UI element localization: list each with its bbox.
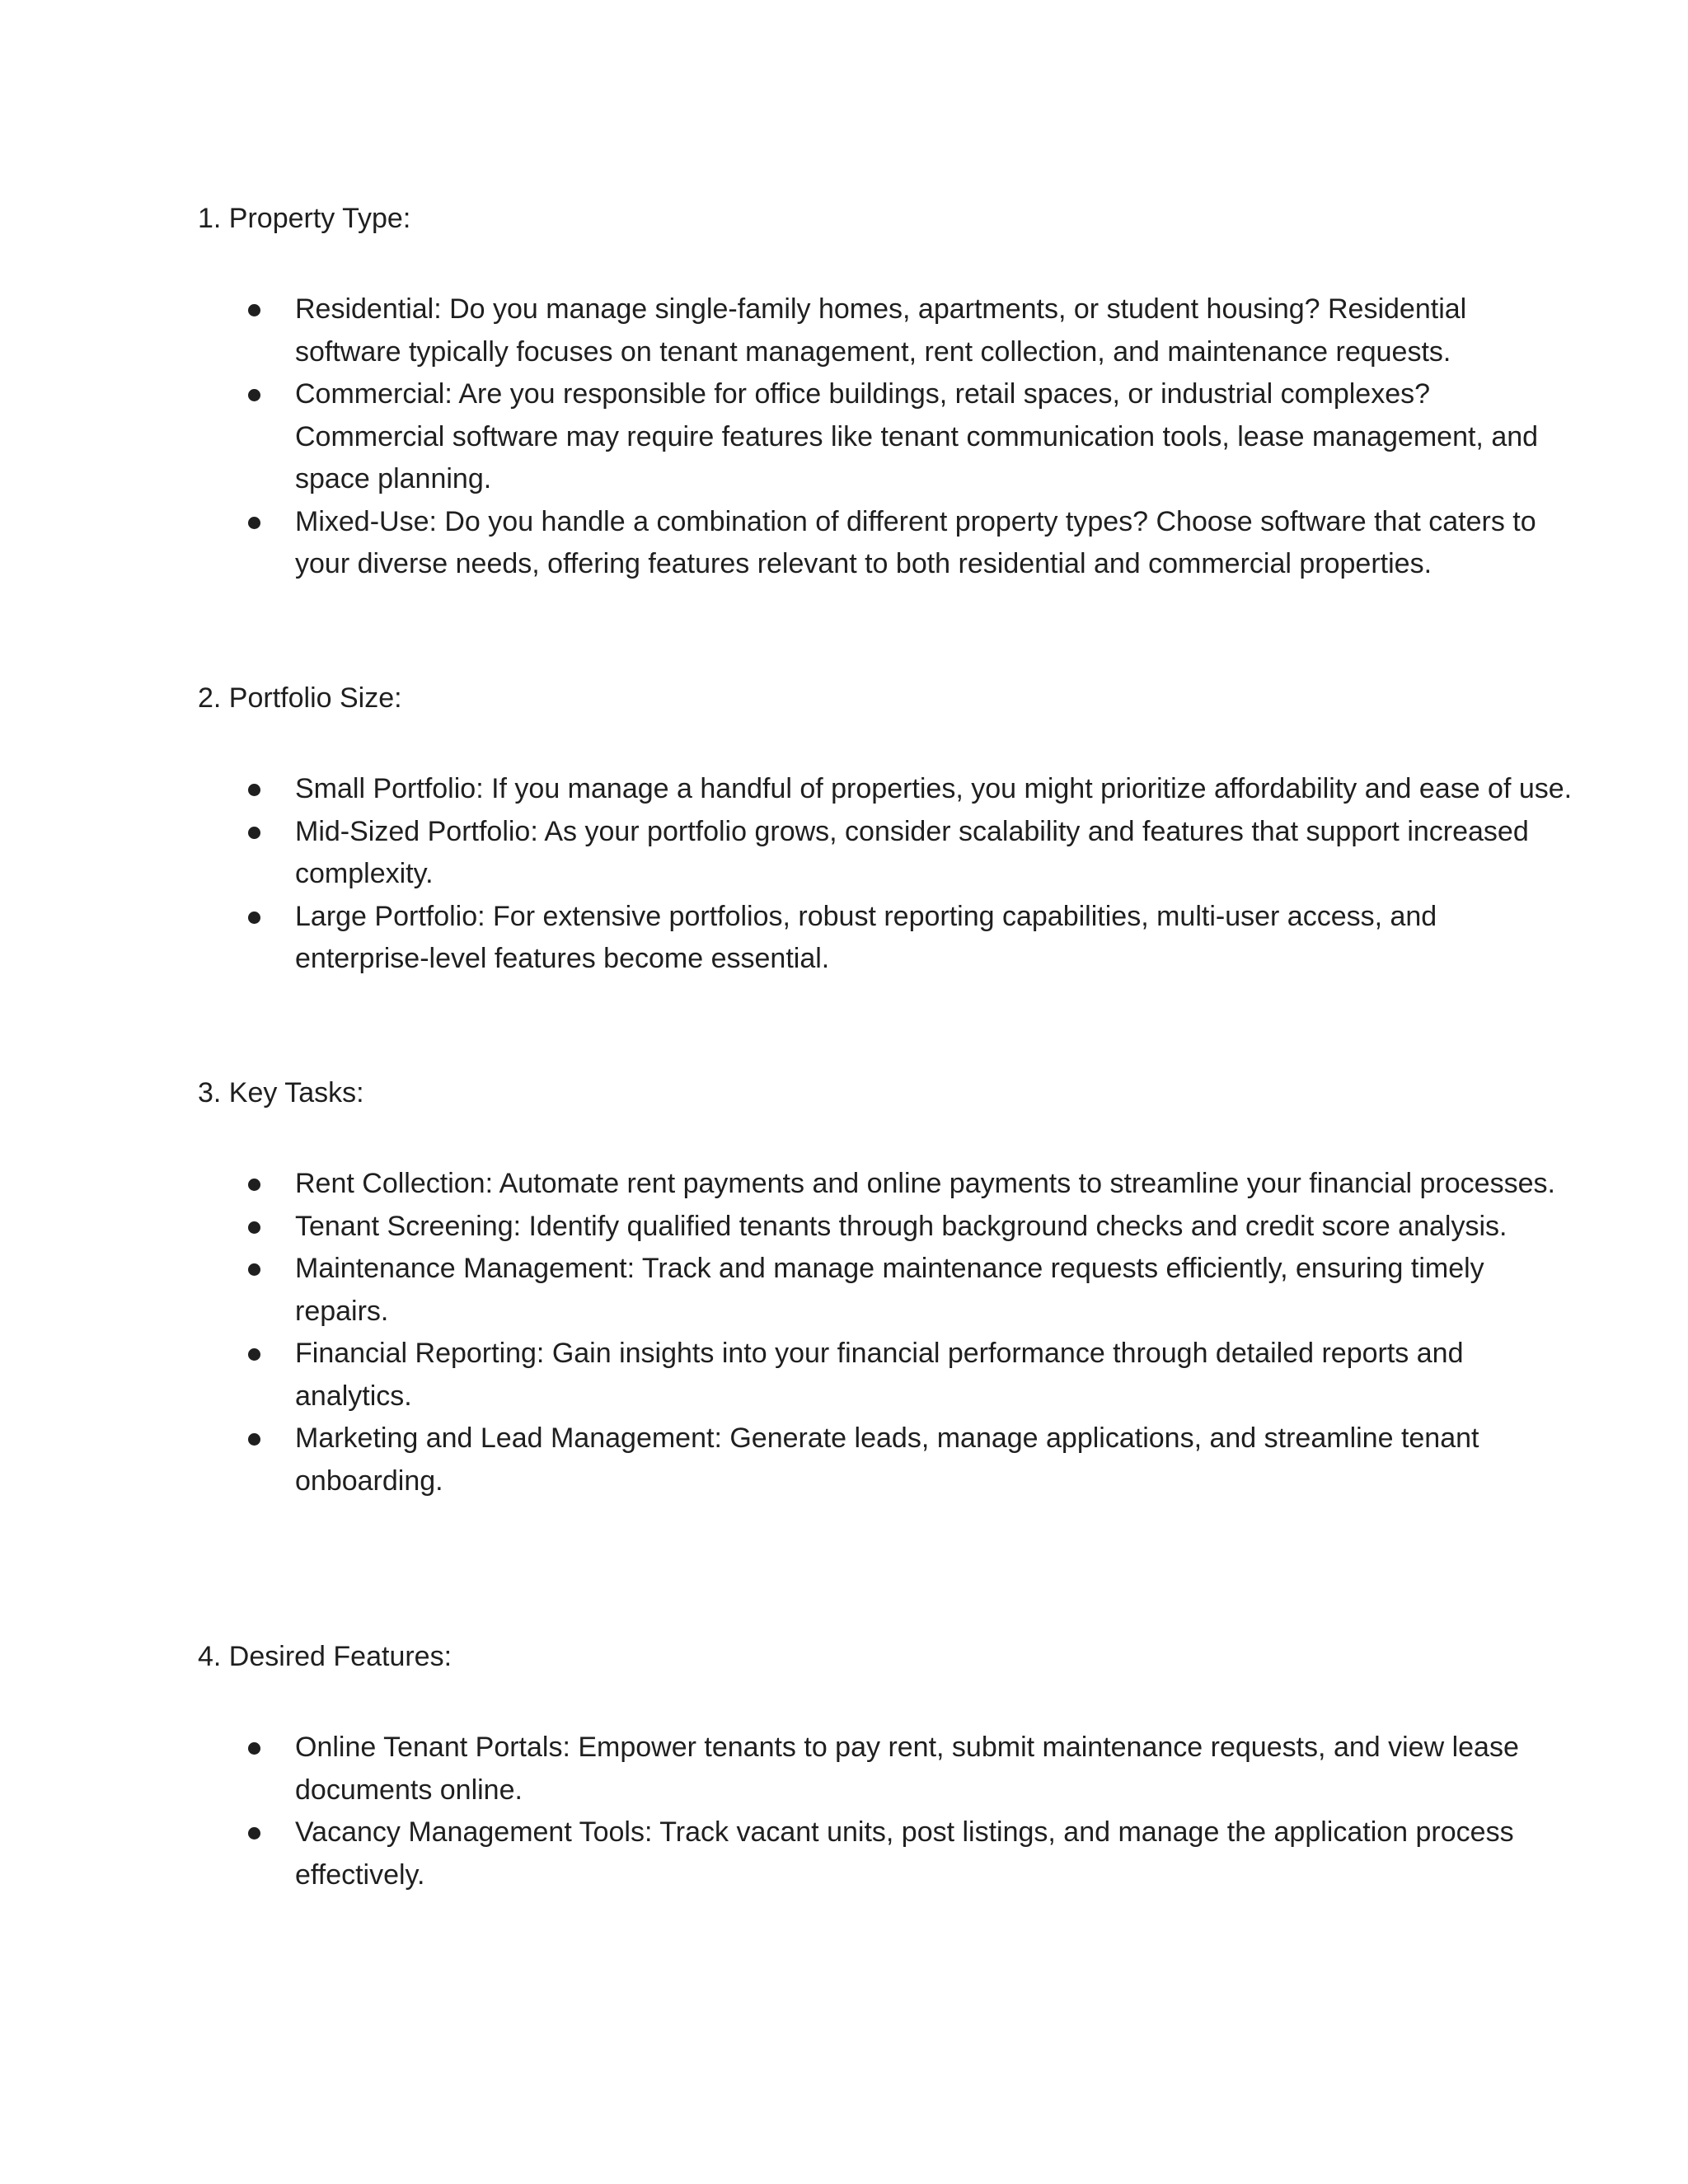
bullet-icon (248, 1221, 260, 1234)
list-item (198, 1418, 1573, 1502)
list-item-text: Financial Reporting: Gain insights into your financial performance through detailed reports and analytics. (295, 1338, 1464, 1412)
list-item (198, 1811, 1573, 1896)
list-item (198, 1248, 1573, 1333)
bullet-icon (248, 1179, 260, 1191)
section-heading: 4. Desired Features: (198, 1641, 452, 1672)
section-key-tasks (198, 1072, 1555, 1497)
bullet-list (198, 768, 1573, 981)
bullet-icon (248, 389, 260, 401)
list-item (198, 811, 1573, 896)
list-item (198, 288, 1573, 373)
bullet-icon (248, 784, 260, 796)
list-item-text: Large Portfolio: For extensive portfolios, robust reporting capabilities, multi-user access, and enterprise-level features become essential. (295, 900, 1437, 974)
list-item-text: Maintenance Management: Track and manage maintenance requests efficiently, ensuring timely repairs. (295, 1253, 1484, 1327)
bullet-icon (248, 1827, 260, 1840)
section-heading: 1. Property Type: (198, 203, 411, 234)
list-item (198, 1333, 1573, 1418)
bullet-list (198, 1163, 1573, 1502)
list-item-text: Tenant Screening: Identify qualified tenants through background checks and credit score analysis. (295, 1210, 1507, 1242)
bullet-icon (248, 1742, 260, 1755)
bullet-icon (248, 912, 260, 924)
list-item-text: Residential: Do you manage single-family homes, apartments, or student housing? Residential software typically focuses on tenant management, rent collection, and maintenance requests. (295, 293, 1467, 368)
bullet-icon (248, 1263, 260, 1276)
bullet-icon (248, 827, 260, 839)
list-item (198, 373, 1573, 501)
list-item-text: Online Tenant Portals: Empower tenants to pay rent, submit maintenance requests, and view lease documents online. (295, 1732, 1519, 1806)
list-item-text: Mid-Sized Portfolio: As your portfolio grows, consider scalability and features that support increased complexity. (295, 815, 1529, 889)
bullet-icon (248, 1348, 260, 1361)
bullet-list (198, 1727, 1573, 1896)
list-item-text: Marketing and Lead Management: Generate leads, manage applications, and streamline tenant onboarding. (295, 1422, 1479, 1497)
list-item (198, 768, 1573, 811)
bullet-list (198, 288, 1573, 586)
list-item (198, 1206, 1573, 1249)
section-heading: 3. Key Tasks: (198, 1077, 364, 1108)
list-item-text: Rent Collection: Automate rent payments and online payments to streamline your financial processes. (295, 1168, 1555, 1199)
bullet-icon (248, 1433, 260, 1446)
list-item-text: Vacancy Management Tools: Track vacant units, post listings, and manage the application process effectively. (295, 1816, 1514, 1891)
section-property-type (198, 198, 1539, 579)
list-item-text: Small Portfolio: If you manage a handful of properties, you might prioritize affordability and ease of use. (295, 773, 1573, 804)
section-portfolio-size (198, 677, 1573, 974)
list-item-text: Commercial: Are you responsible for office buildings, retail spaces, or industrial complexes? Commercial software may require features like tenant communication tools, lease management, and space planning. (295, 378, 1539, 494)
section-heading: 2. Portfolio Size: (198, 682, 402, 714)
list-item (198, 1727, 1573, 1811)
list-item (198, 501, 1573, 586)
bullet-icon (248, 517, 260, 529)
list-item-text: Mixed-Use: Do you handle a combination of different property types? Choose software that caters to your diverse needs, offering features relevant to both residential and commercial properties. (295, 505, 1536, 579)
bullet-icon (248, 304, 260, 316)
list-item (198, 1163, 1573, 1206)
list-item (198, 896, 1573, 981)
section-desired-features (198, 1636, 1519, 1891)
